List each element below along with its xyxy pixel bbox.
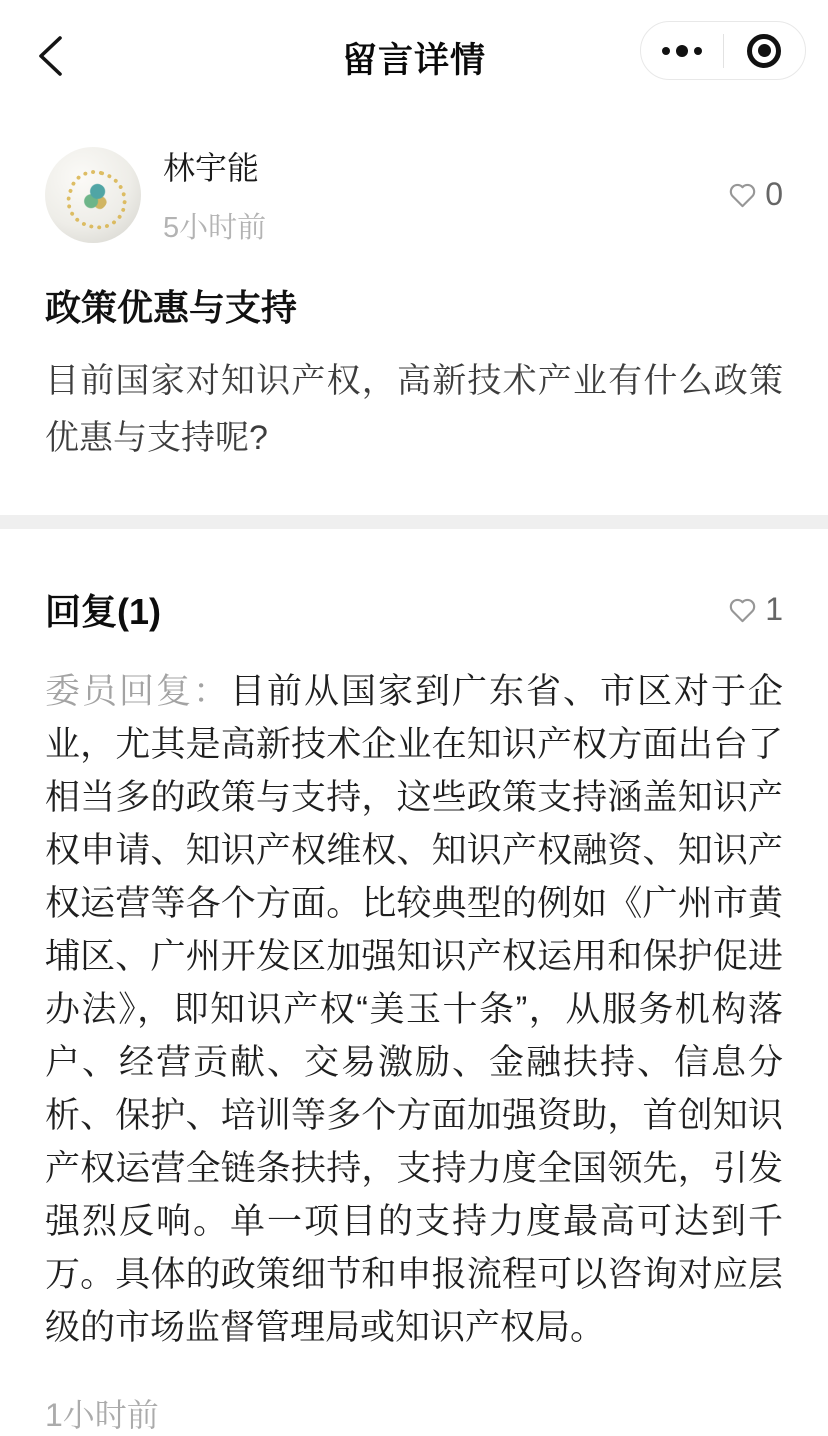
heart-outline-icon: [727, 595, 758, 624]
comment-time: 5小时前: [163, 212, 267, 244]
close-minimize-button[interactable]: [724, 22, 806, 79]
reply-count-title: 回复(1): [45, 591, 161, 632]
avatar[interactable]: [45, 147, 141, 243]
reply-header: [45, 584, 783, 635]
reply-like-count: 1: [765, 591, 783, 627]
comment-like-count: 0: [765, 176, 783, 212]
reply-section: [0, 529, 828, 1436]
comment-like-button[interactable]: [727, 176, 783, 213]
comment-card: [0, 100, 828, 515]
ellipsis-icon: [662, 45, 702, 57]
section-divider: [0, 515, 828, 529]
reply-time: 1小时前: [45, 1397, 159, 1433]
reply-text: 目前从国家到广东省、市区对于企业，尤其是高新技术企业在知识产权方面出台了相当多的政策与支持，这些政策支持涵盖知识产权申请、知识产权维权、知识产权融资、知识产权运营等各个方面。比较典型的例如《广州市黄埔区、广州开发区加强知识产权运用和保护促进办法》，即知识产权“美玉十条”，从服务机构落户、经营贡献、交易激励、金融扶持、信息分析、保护、培训等多个方面加强资助，首创知识产权运营全链条扶持，支持力度全国领先，引发强烈反响。单一项目的支持力度最高可达到千万。具体的政策细节和申报流程可以咨询对应层级的市场监督管理局或知识产权局。: [45, 672, 783, 1347]
heart-outline-icon: [727, 180, 758, 209]
comment-body: 目前国家对知识产权，高新技术产业有什么政策优惠与支持呢?: [45, 362, 783, 457]
reply-author-label: 委员回复：: [45, 672, 230, 711]
author-block: [163, 143, 266, 246]
reply-body: [45, 665, 783, 1354]
target-dot-icon: [747, 34, 781, 68]
more-button[interactable]: [641, 22, 723, 79]
reply-like-button[interactable]: [727, 591, 783, 628]
author-name: 林宇能: [163, 150, 260, 186]
comment-title: 政策优惠与支持: [45, 287, 298, 328]
navbar: [0, 0, 828, 100]
comment-header: [45, 143, 783, 246]
miniprogram-capsule: [640, 21, 806, 80]
page-title: 留言详情: [341, 41, 486, 80]
